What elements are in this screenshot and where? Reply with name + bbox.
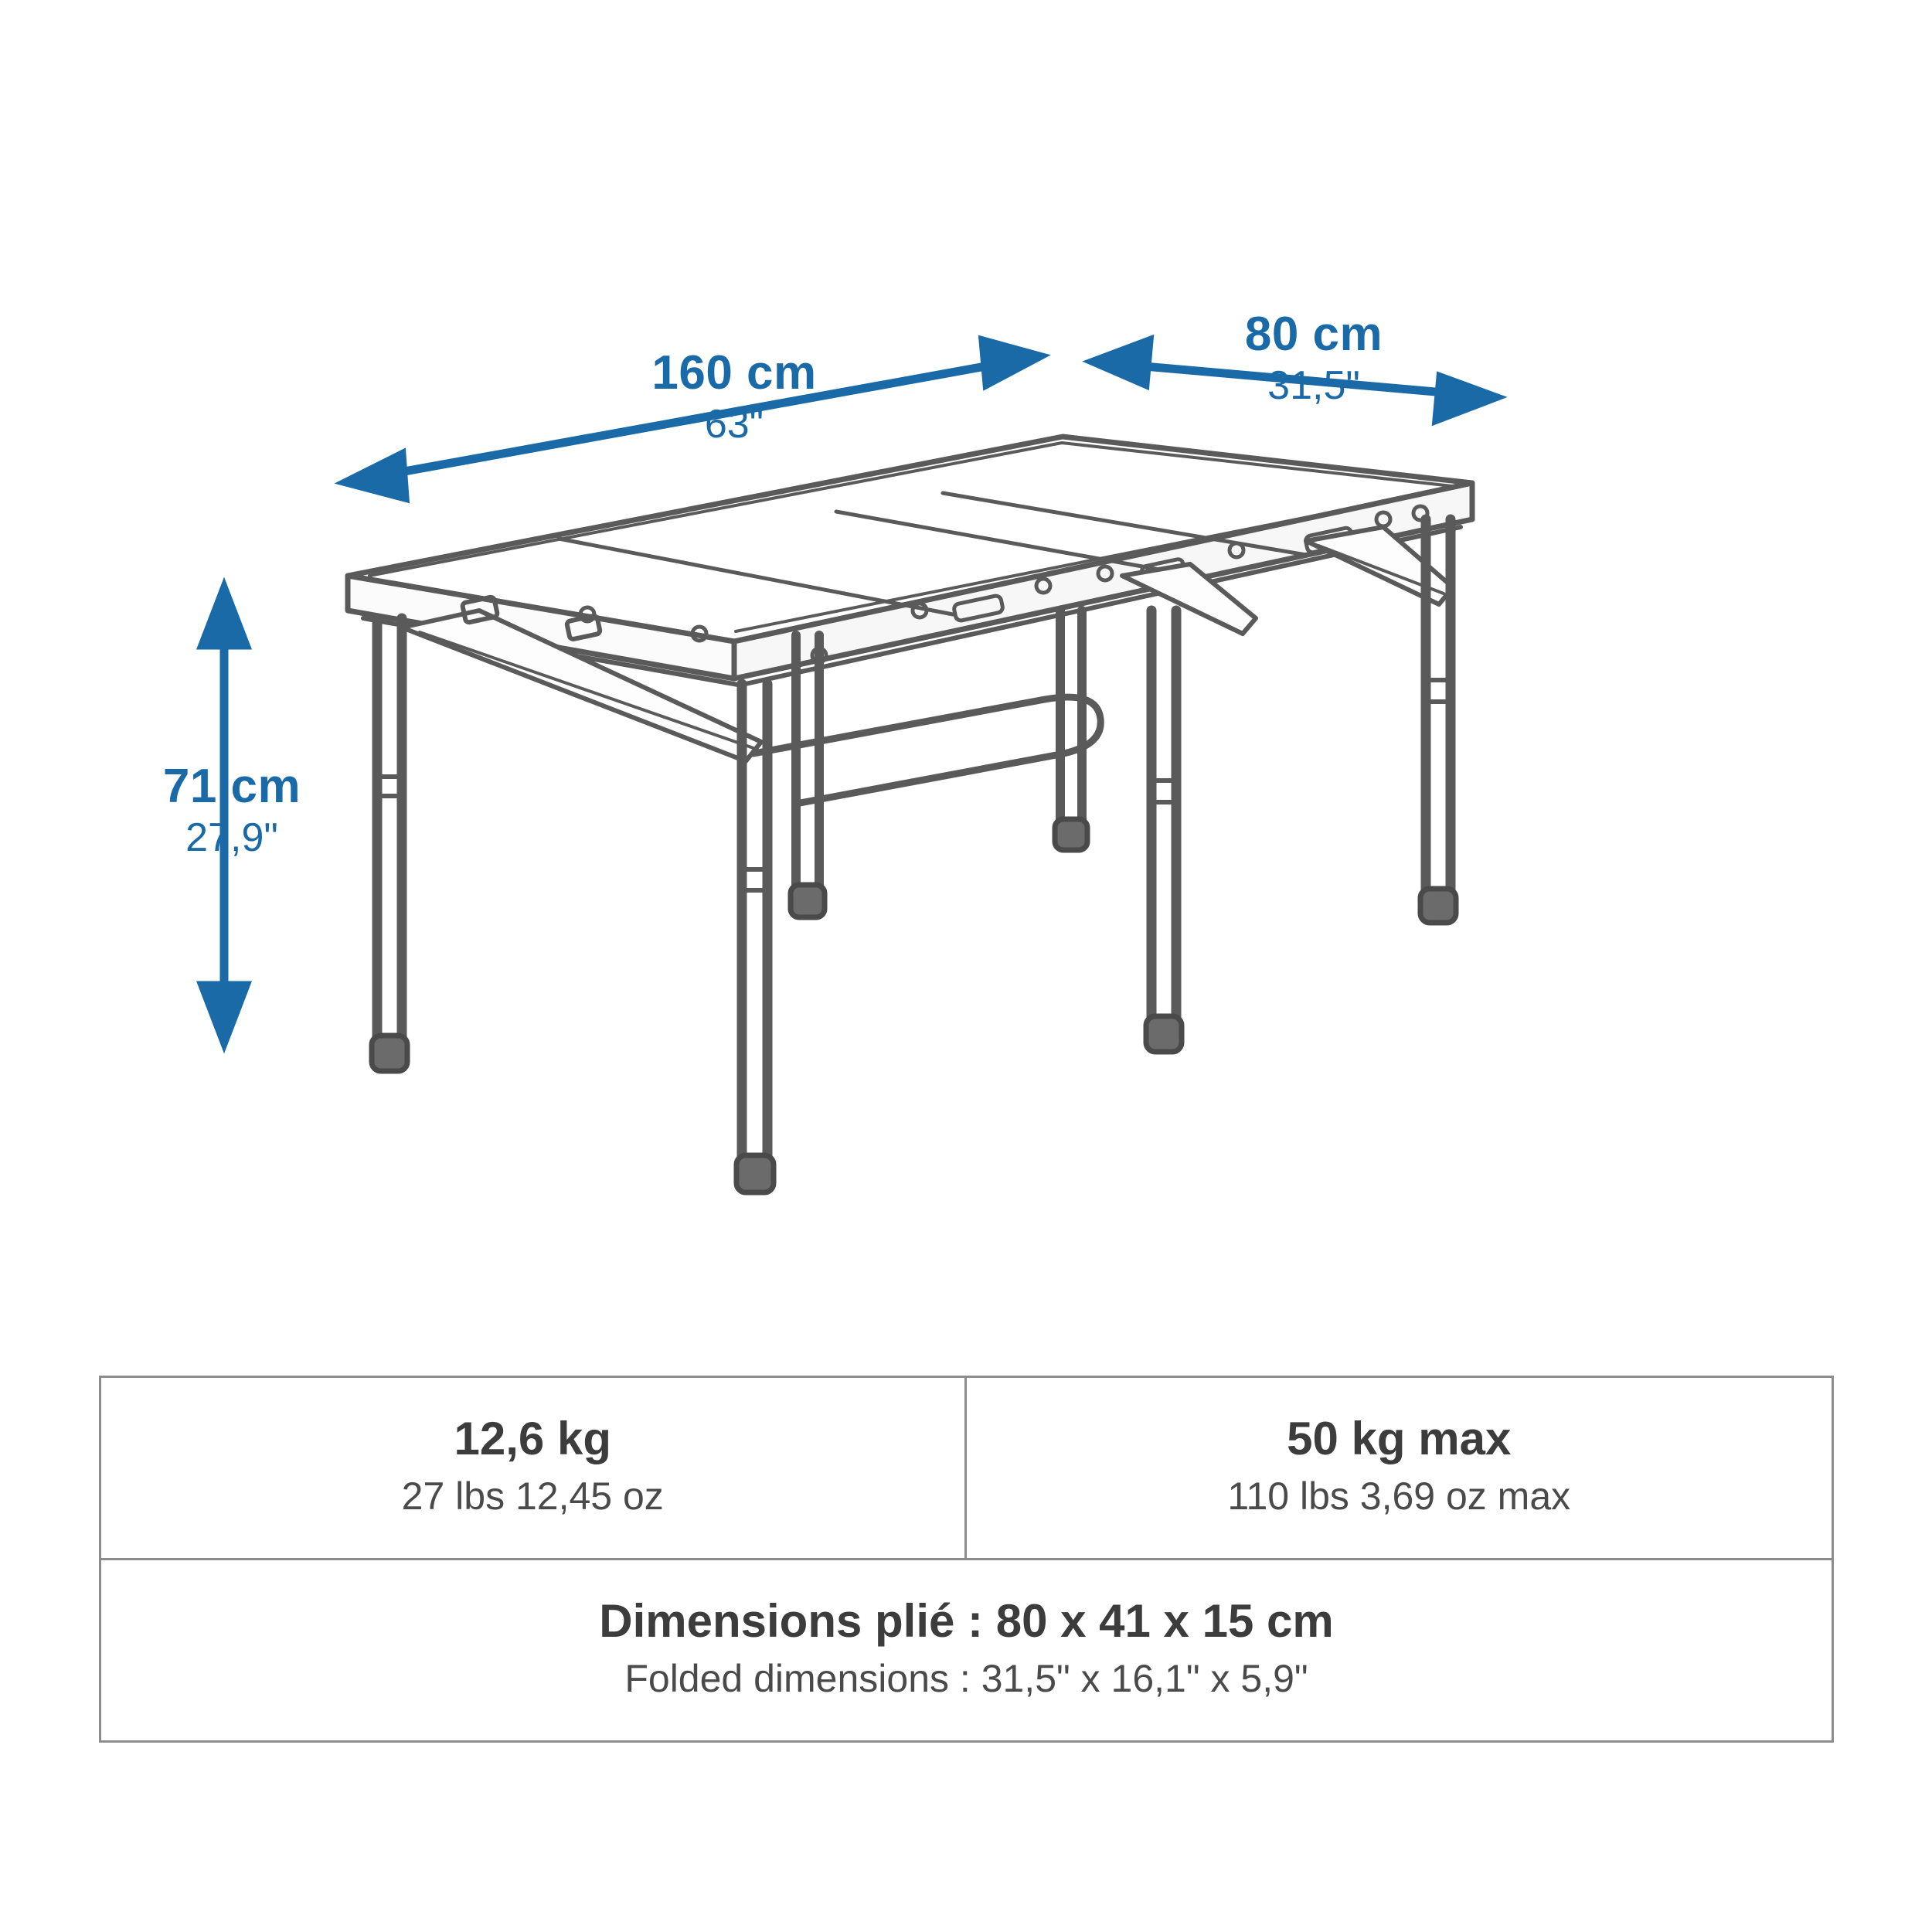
- leg-front-left: [372, 618, 407, 1071]
- dimension-label-length: [587, 348, 881, 446]
- leg-front-middle: [736, 684, 774, 1192]
- height-metric: 71 cm: [162, 760, 301, 813]
- under-bar: [753, 697, 1100, 804]
- folded-primary: Dimensions plié : 80 x 41 x 15 cm: [599, 1595, 1334, 1647]
- leg-inner-left: [791, 635, 825, 917]
- width-metric: 80 cm: [1244, 308, 1383, 361]
- folded-secondary: Folded dimensions : 31,5" x 16,1" x 5,9": [624, 1657, 1308, 1700]
- height-imperial: 27,9": [185, 815, 278, 860]
- weight-primary: 12,6 kg: [454, 1413, 611, 1464]
- spec-row-top: [101, 1378, 1832, 1560]
- dimension-label-height: [116, 761, 348, 859]
- weight-secondary: 27 lbs 12,45 oz: [401, 1475, 664, 1518]
- spec-row-bottom: [101, 1560, 1832, 1740]
- spec-cell-max-load: [967, 1378, 1832, 1558]
- length-imperial: 63": [704, 401, 764, 447]
- max-load-primary: 50 kg max: [1287, 1413, 1512, 1464]
- spec-cell-folded: [101, 1560, 1832, 1740]
- leg-middle-back: [1055, 611, 1087, 850]
- length-metric: 160 cm: [651, 346, 817, 400]
- specification-table: [99, 1376, 1834, 1743]
- max-load-secondary: 110 lbs 3,69 oz max: [1227, 1475, 1571, 1518]
- leg-middle-front: [1146, 611, 1182, 1052]
- dimension-label-width: [1167, 309, 1461, 407]
- spec-cell-weight: [101, 1378, 967, 1558]
- width-imperial: 31,5": [1267, 362, 1360, 408]
- table-drawing: [348, 437, 1472, 1192]
